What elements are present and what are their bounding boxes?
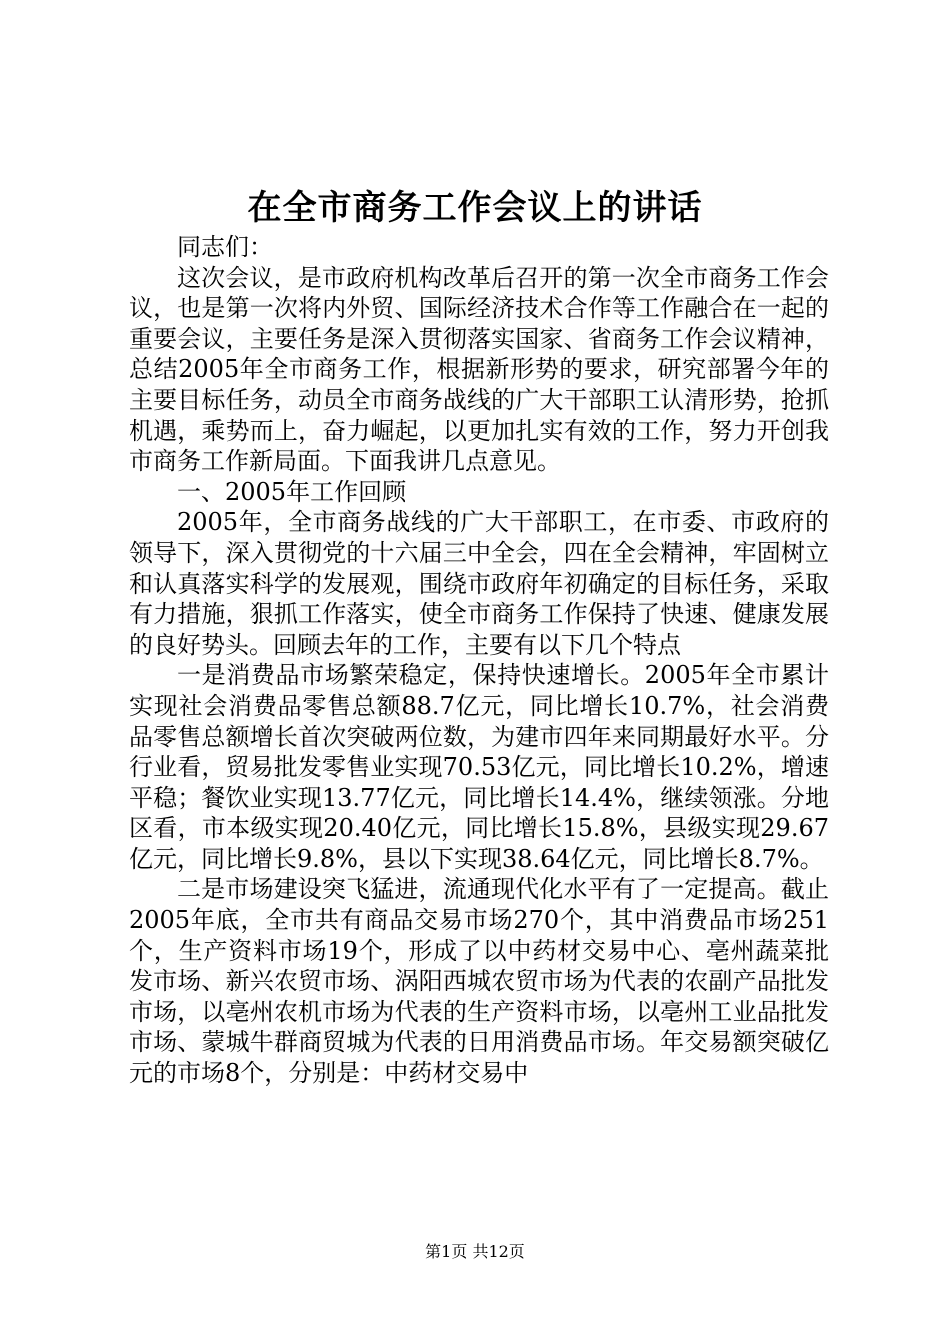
section-heading: 一、2005年工作回顾 <box>177 477 407 506</box>
intro-paragraph: 这次会议，是市政府机构改革后召开的第一次全市商务工作会议，也是第一次将内外贸、国际经济技术合作等工作融合在一起的重要会议，主要任务是深入贯彻落实国家、省商务工作会议精神，总结2005年全市商务工作，根据新形势的要求，研究部署今年的主要目标任务，动员全市商务战线的广大干部职工认清形势，抢抓机遇，乘势而上，奋力崛起，以更加扎实有效的工作，努力开创我市商务工作新局面。下面我讲几点意见。 <box>129 263 829 476</box>
document-body <box>129 232 829 1089</box>
consumer-market-paragraph: 一是消费品市场繁荣稳定，保持快速增长。2005年全市累计实现社会消费品零售总额88.7亿元，同比增长10.7%，社会消费品零售总额增长首次突破两位数，为建市四年来同期最好水平。分行业看，贸易批发零售业实现70.53亿元，同比增长10.2%，增速平稳；餐饮业实现13.77亿元，同比增长14.4%，继续领涨。分地区看，市本级实现20.40亿元，同比增长15.8%，县级实现29.67亿元，同比增长9.8%，县以下实现38.64亿元，同比增长8.7%。 <box>129 661 829 873</box>
page-number-footer: 第1页 共12页 <box>425 1242 525 1261</box>
market-construction-paragraph: 二是市场建设突飞猛进，流通现代化水平有了一定提高。截止2005年底，全市共有商品交易市场270个，其中消费品市场251个，生产资料市场19个，形成了以中药材交易中心、亳州蔬菜批发市场、新兴农贸市场、涡阳西城农贸市场为代表的农副产品批发市场，以亳州农机市场为代表的生产资料市场，以亳州工业品批发市场、蒙城牛群商贸城为代表的日用消费品市场。年交易额突破亿元的市场8个，分别是：中药材交易中 <box>129 875 829 1088</box>
salutation-paragraph: 同志们： <box>177 233 273 261</box>
review-paragraph: 2005年，全市商务战线的广大干部职工，在市委、市政府的领导下，深入贯彻党的十六届三中全会，四在全会精神，牢固树立和认真落实科学的发展观，围绕市政府年初确定的目标任务，采取有力措施，狠抓工作落实，使全市商务工作保持了快速、健康发展的良好势头。回顾去年的工作，主要有以下几个特点 <box>129 508 829 659</box>
document-title: 在全市商务工作会议上的讲话 <box>247 188 703 228</box>
